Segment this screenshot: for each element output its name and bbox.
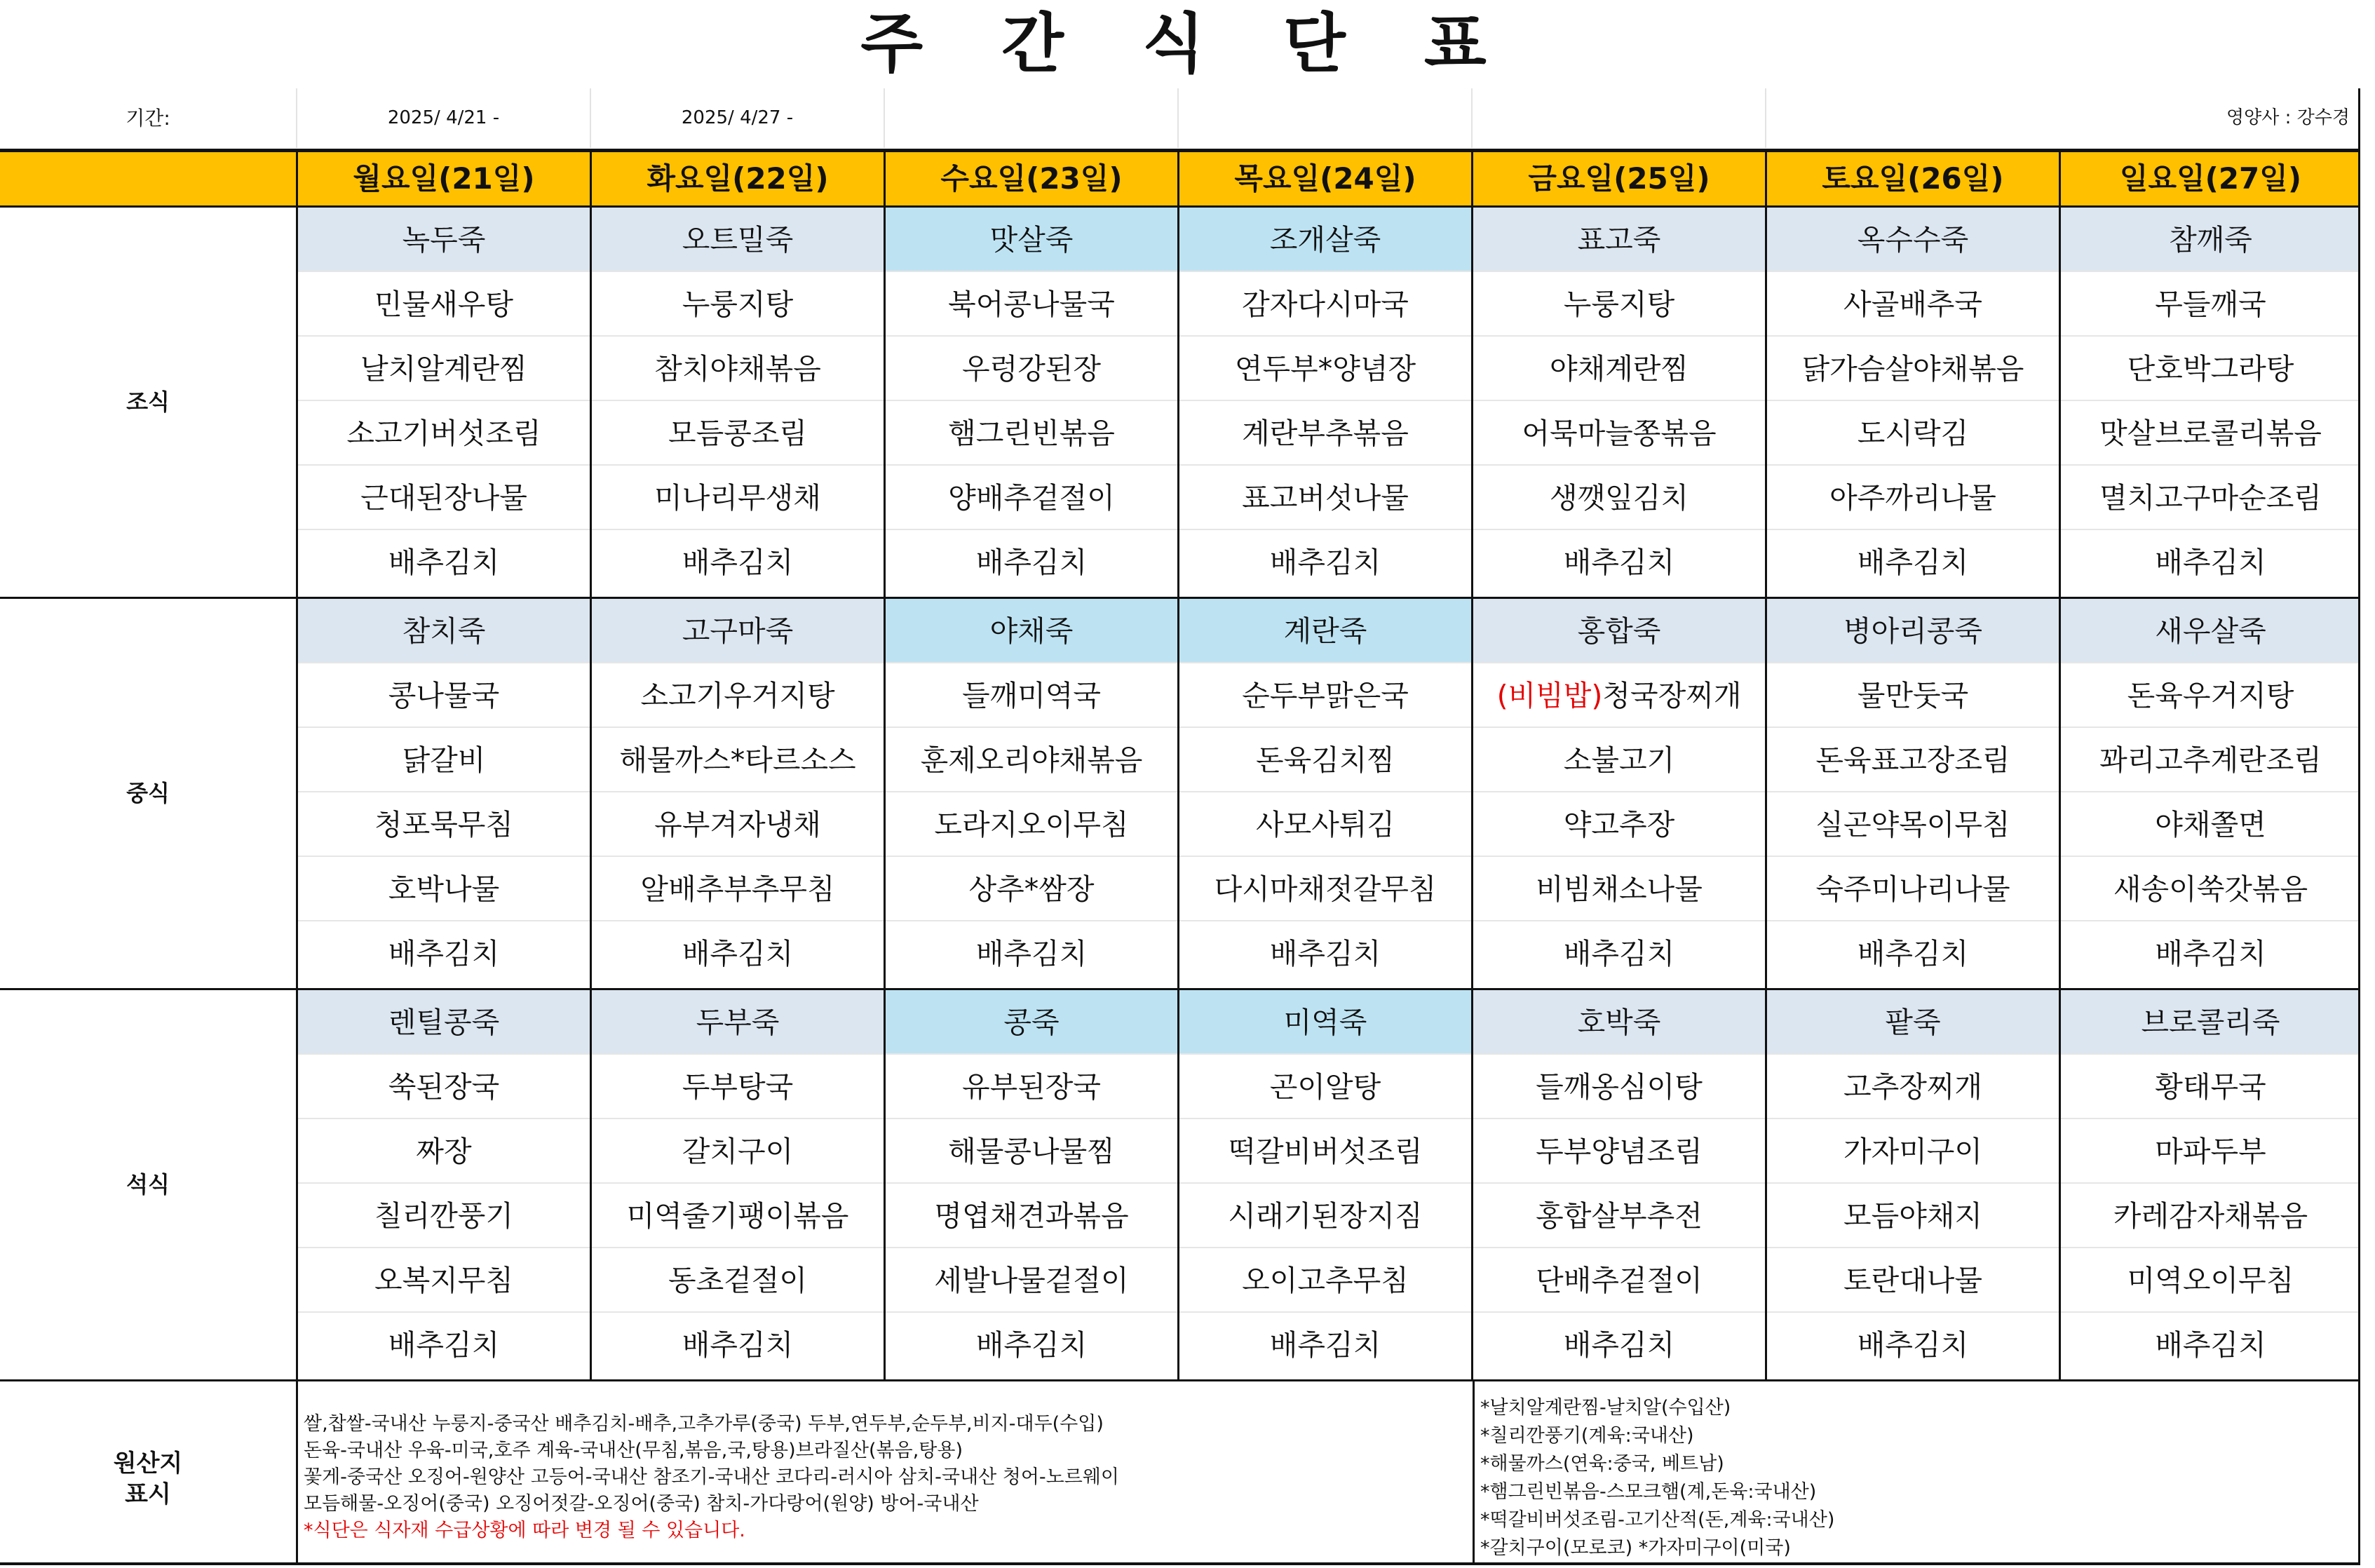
menu-item: 배추김치 — [975, 546, 1088, 579]
menu-item: 콩나물국 — [298, 663, 590, 728]
day-header: 월요일(21일) — [296, 152, 590, 205]
day-header: 화요일(22일) — [590, 152, 884, 205]
day-column — [1177, 208, 1471, 597]
porridge-cell: 홍합죽 — [1473, 599, 1765, 663]
porridge-cell: 새우살죽 — [2061, 599, 2360, 663]
menu-item: 미역오이무침 — [2061, 1248, 2360, 1313]
menu-item: 갈치구이 — [592, 1119, 884, 1184]
menu-item: 배추김치 — [1563, 1328, 1675, 1362]
menu-item: 단배추겉절이 — [1473, 1248, 1765, 1313]
menu-item: 유부겨자냉채 — [592, 792, 884, 857]
menu-item: 닭갈비 — [298, 728, 590, 792]
porridge-cell: 표고죽 — [1473, 208, 1765, 272]
day-header: 일요일(27일) — [2059, 152, 2360, 205]
menu-item: 햄그린빈볶음 — [886, 401, 1177, 466]
menu-item: 새송이쑥갓볶음 — [2061, 857, 2360, 921]
menu-item: 배추김치 — [2155, 1328, 2266, 1362]
menu-item: 날치알계란찜 — [298, 337, 590, 401]
menu-item: 민물새우탕 — [298, 272, 590, 337]
day-column — [1765, 990, 2059, 1379]
day-column — [296, 990, 590, 1379]
menu-item: 쑥된장국 — [298, 1055, 590, 1119]
menu-item: 배추김치 — [682, 937, 794, 971]
menu-item: 미나리무생채 — [592, 466, 884, 530]
porridge-cell: 계란죽 — [1179, 599, 1471, 663]
menu-item: 돈육김치찜 — [1179, 728, 1471, 792]
porridge-cell: 콩죽 — [886, 990, 1177, 1055]
porridge-cell: 팥죽 — [1767, 990, 2059, 1055]
porridge-cell: 오트밀죽 — [592, 208, 884, 272]
info-empty-cell — [1177, 88, 1471, 148]
menu-item: 해물까스*타르소스 — [592, 728, 884, 792]
menu-item: 숙주미나리나물 — [1767, 857, 2059, 921]
menu-item: 돈육우거지탕 — [2061, 663, 2360, 728]
menu-item: 배추김치 — [2155, 937, 2266, 971]
day-column — [590, 990, 884, 1379]
porridge-cell: 병아리콩죽 — [1767, 599, 2059, 663]
menu-item: 참치야채볶음 — [592, 337, 884, 401]
menu-item: 소고기우거지탕 — [592, 663, 884, 728]
menu-item: 알배추부추무침 — [592, 857, 884, 921]
porridge-cell: 조개살죽 — [1179, 208, 1471, 272]
menu-item: 황태무국 — [2061, 1055, 2360, 1119]
porridge-cell: 렌틸콩죽 — [298, 990, 590, 1055]
menu-item: 배추김치 — [682, 1328, 794, 1362]
origin-line: 돈육-국내산 우육-미국,호주 계육-국내산(무침,볶음,국,탕용)브라질산(볶음,탕용) — [304, 1440, 963, 1461]
menu-item: 들깨미역국 — [886, 663, 1177, 728]
menu-item: 상추*쌈장 — [886, 857, 1177, 921]
day-column — [884, 990, 1177, 1379]
day-header: 수요일(23일) — [884, 152, 1177, 205]
start-date: 2025/ 4/21 - — [296, 88, 590, 148]
menu-item: 어묵마늘쫑볶음 — [1473, 401, 1765, 466]
meal-label: 중식 — [126, 780, 170, 806]
day-column — [1471, 990, 1765, 1379]
origin-note: *칠리깐풍기(계육:국내산) — [1480, 1425, 1694, 1447]
menu-item: 배추김치 — [388, 1328, 500, 1362]
porridge-cell: 녹두죽 — [298, 208, 590, 272]
menu-item: 배추김치 — [682, 546, 794, 579]
menu-item: 배추김치 — [1563, 546, 1675, 579]
origin-note: *햄그린빈볶음-스모크햄(계,돈육:국내산) — [1480, 1481, 1817, 1503]
meal-label: 조식 — [126, 388, 170, 415]
porridge-cell: 야채죽 — [886, 599, 1177, 663]
origin-label-line: 원산지 — [113, 1449, 183, 1478]
end-date: 2025/ 4/27 - — [590, 88, 884, 148]
menu-item: 청포묵무침 — [298, 792, 590, 857]
info-empty-cell — [1471, 88, 1765, 148]
menu-item: 표고버섯나물 — [1179, 466, 1471, 530]
menu-item: 실곤약목이무침 — [1767, 792, 2059, 857]
menu-change-notice: *식단은 식자재 수급상황에 따라 변경 될 수 있습니다. — [304, 1520, 745, 1541]
menu-item: 단호박그라탕 — [2061, 337, 2360, 401]
menu-item: 두부탕국 — [592, 1055, 884, 1119]
day-header-row — [0, 149, 2360, 208]
menu-item: 배추김치 — [1269, 937, 1381, 971]
porridge-cell: 참깨죽 — [2061, 208, 2360, 272]
day-column — [884, 208, 1177, 597]
menu-item: 감자다시마국 — [1179, 272, 1471, 337]
porridge-cell: 맛살죽 — [886, 208, 1177, 272]
porridge-cell: 브로콜리죽 — [2061, 990, 2360, 1055]
menu-item — [1473, 663, 1765, 728]
porridge-cell: 참치죽 — [298, 599, 590, 663]
menu-item: 야채쫄면 — [2061, 792, 2360, 857]
table-right-border — [2358, 88, 2360, 1565]
menu-item: 도라지오이무침 — [886, 792, 1177, 857]
info-bar — [0, 88, 2360, 148]
menu-item: 약고추장 — [1473, 792, 1765, 857]
origin-label-line: 표시 — [125, 1480, 171, 1508]
menu-item: 곤이알탕 — [1179, 1055, 1471, 1119]
porridge-cell: 호박죽 — [1473, 990, 1765, 1055]
menu-item: 고추장찌개 — [1767, 1055, 2059, 1119]
nutritionist: 영양사 : 강수경 — [1765, 88, 2358, 148]
origin-note: *떡갈비버섯조림-고기산적(돈,계육:국내산) — [1480, 1509, 1835, 1531]
menu-item: 배추김치 — [1269, 546, 1381, 579]
menu-item: 아주까리나물 — [1767, 466, 2059, 530]
menu-item: 멸치고구마순조림 — [2061, 466, 2360, 530]
menu-item: 북어콩나물국 — [886, 272, 1177, 337]
menu-item: 생깻잎김치 — [1473, 466, 1765, 530]
menu-item: 오이고추무침 — [1179, 1248, 1471, 1313]
menu-item: 계란부추볶음 — [1179, 401, 1471, 466]
menu-item: 근대된장나물 — [298, 466, 590, 530]
menu-item: 사골배추국 — [1767, 272, 2059, 337]
menu-item: 도시락김 — [1767, 401, 2059, 466]
day-column — [590, 208, 884, 597]
day-column — [2059, 208, 2360, 597]
menu-item: 배추김치 — [1857, 546, 1969, 579]
origin-line: 쌀,찹쌀-국내산 누룽지-중국산 배추김치-배추,고추가루(중국) 두부,연두부,순두부,비지-대두(수입) — [304, 1413, 1104, 1435]
menu-item: 떡갈비버섯조림 — [1179, 1119, 1471, 1184]
period-label: 기간: — [126, 107, 170, 130]
day-column — [1471, 599, 1765, 988]
meal-block — [0, 208, 2360, 599]
meal-block — [0, 599, 2360, 990]
menu-item: 배추김치 — [388, 937, 500, 971]
menu-item: 돈육표고장조림 — [1767, 728, 2059, 792]
menu-item-text: 청국장찌개 — [1602, 679, 1742, 712]
day-column — [296, 599, 590, 988]
origin-section — [0, 1381, 2360, 1565]
menu-item: 비빔채소나물 — [1473, 857, 1765, 921]
menu-item: 명엽채견과볶음 — [886, 1184, 1177, 1248]
origin-right-box — [1473, 1381, 2360, 1562]
origin-left-box — [296, 1381, 1473, 1562]
menu-item: 모듬야채지 — [1767, 1184, 2059, 1248]
menu-item: 배추김치 — [975, 1328, 1088, 1362]
menu-item: 배추김치 — [1857, 1328, 1969, 1362]
page-title: 주 간 식 단 표 — [860, 6, 1515, 81]
menu-item: 사모사튀김 — [1179, 792, 1471, 857]
day-column — [1471, 208, 1765, 597]
menu-item: 두부양념조림 — [1473, 1119, 1765, 1184]
day-column — [296, 208, 590, 597]
menu-item: 배추김치 — [1563, 937, 1675, 971]
menu-item: 야채계란찜 — [1473, 337, 1765, 401]
day-header: 금요일(25일) — [1471, 152, 1765, 205]
origin-note: *날치알계란찜-날치알(수입산) — [1480, 1397, 1731, 1419]
menu-item: 연두부*양념장 — [1179, 337, 1471, 401]
meal-label: 석식 — [126, 1171, 170, 1198]
menu-item: 오복지무침 — [298, 1248, 590, 1313]
day-column — [2059, 990, 2360, 1379]
porridge-cell: 옥수수죽 — [1767, 208, 2059, 272]
porridge-cell: 두부죽 — [592, 990, 884, 1055]
day-column — [884, 599, 1177, 988]
menu-item: 우렁강된장 — [886, 337, 1177, 401]
info-empty-cell — [884, 88, 1177, 148]
bibimbap-tag: (비빔밥) — [1496, 679, 1603, 712]
menu-item: 물만둣국 — [1767, 663, 2059, 728]
menu-item: 양배추겉절이 — [886, 466, 1177, 530]
menu-item: 동초겉절이 — [592, 1248, 884, 1313]
menu-item: 모듬콩조림 — [592, 401, 884, 466]
menu-item: 누룽지탕 — [1473, 272, 1765, 337]
menu-item: 시래기된장지짐 — [1179, 1184, 1471, 1248]
day-column — [2059, 599, 2360, 988]
menu-item: 배추김치 — [1269, 1328, 1381, 1362]
menu-item: 홍합살부추전 — [1473, 1184, 1765, 1248]
menu-item: 맛살브로콜리볶음 — [2061, 401, 2360, 466]
porridge-cell: 고구마죽 — [592, 599, 884, 663]
origin-label — [0, 1381, 296, 1562]
day-header: 토요일(26일) — [1765, 152, 2059, 205]
origin-note: *해물까스(연육:중국, 베트남) — [1480, 1453, 1724, 1475]
porridge-cell: 미역죽 — [1179, 990, 1471, 1055]
menu-item: 꽈리고추계란조림 — [2061, 728, 2360, 792]
menu-item: 마파두부 — [2061, 1119, 2360, 1184]
day-column — [1765, 208, 2059, 597]
menu-item: 소고기버섯조림 — [298, 401, 590, 466]
menu-item: 소불고기 — [1473, 728, 1765, 792]
day-column — [590, 599, 884, 988]
menu-item: 배추김치 — [1857, 937, 1969, 971]
origin-line: 꽃게-중국산 오징어-원양산 고등어-국내산 참조기-국내산 코다리-러시아 삼치-국내산 청어-노르웨이 — [304, 1466, 1119, 1488]
day-header: 목요일(24일) — [1177, 152, 1471, 205]
menu-item: 호박나물 — [298, 857, 590, 921]
menu-item: 누룽지탕 — [592, 272, 884, 337]
origin-line: 모듬해물-오징어(중국) 오징어젓갈-오징어(중국) 참치-가다랑어(원양) 방어-국내산 — [304, 1493, 979, 1515]
menu-item: 들깨옹심이탕 — [1473, 1055, 1765, 1119]
menu-item: 배추김치 — [388, 546, 500, 579]
origin-note: *갈치구이(모로코) *가자미구이(미국) — [1480, 1537, 1791, 1559]
menu-item: 닭가슴살야채볶음 — [1767, 337, 2059, 401]
menu-item: 배추김치 — [975, 937, 1088, 971]
day-column — [1765, 599, 2059, 988]
menu-item: 유부된장국 — [886, 1055, 1177, 1119]
menu-item: 세발나물겉절이 — [886, 1248, 1177, 1313]
menu-item: 카레감자채볶음 — [2061, 1184, 2360, 1248]
menu-item: 다시마채젓갈무침 — [1179, 857, 1471, 921]
header-corner — [0, 152, 296, 205]
day-column — [1177, 599, 1471, 988]
meal-block — [0, 990, 2360, 1381]
day-column — [1177, 990, 1471, 1379]
menu-item: 가자미구이 — [1767, 1119, 2059, 1184]
menu-item: 해물콩나물찜 — [886, 1119, 1177, 1184]
menu-item: 토란대나물 — [1767, 1248, 2059, 1313]
menu-item: 무들깨국 — [2061, 272, 2360, 337]
menu-item: 배추김치 — [2155, 546, 2266, 579]
menu-item: 순두부맑은국 — [1179, 663, 1471, 728]
menu-item: 미역줄기팽이볶음 — [592, 1184, 884, 1248]
menu-item: 칠리깐풍기 — [298, 1184, 590, 1248]
menu-item: 짜장 — [298, 1119, 590, 1184]
menu-item: 훈제오리야채볶음 — [886, 728, 1177, 792]
